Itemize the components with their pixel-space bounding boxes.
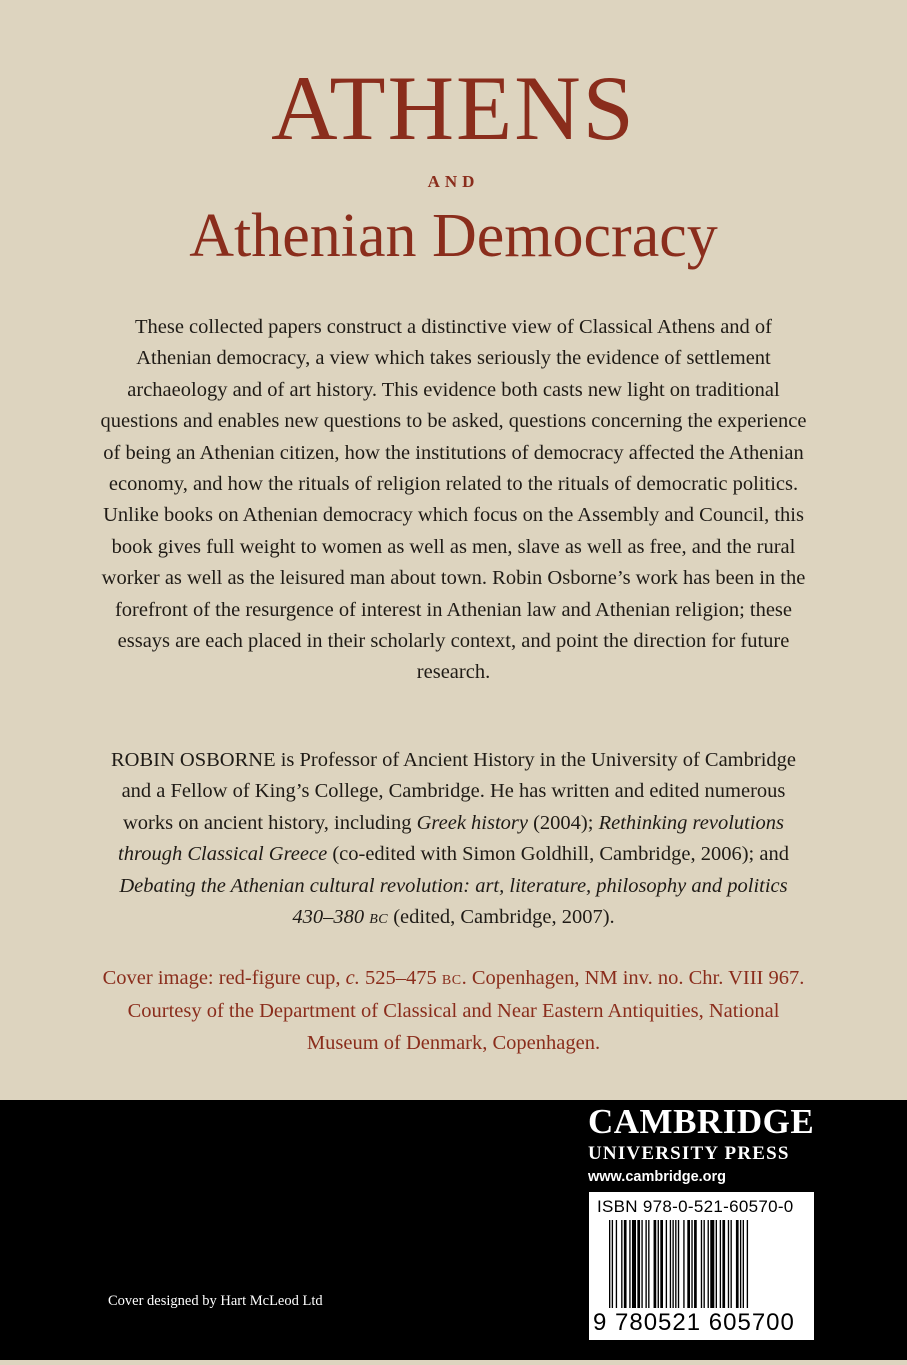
- barcode-digits: 9 780521 605700 >: [593, 1309, 795, 1364]
- credit-rest: . Copenhagen, NM inv. no. Chr. VIII 967. Courtesy of the Department of Classical and Near Eastern Antiquities, National Museum of Denmark, Copenhagen.: [127, 967, 805, 1054]
- title-connector: AND: [427, 172, 480, 191]
- author-intro: ROBIN OSBORNE is Professor of Ancient History in the University of Cambridge and a Fellow of King’s College, Cambridge. He has written and edited numerous works on ancient history, including: [111, 749, 796, 834]
- isbn-barcode: [589, 1192, 814, 1364]
- author-book-1: Greek history: [416, 811, 528, 834]
- author-bio: [100, 745, 807, 935]
- blurb-paragraph: These collected papers construct a distinctive view of Classical Athens and of Athenian democracy, a view which takes seriously the evidence of settlement archaeology and of art history. This evidence both casts new light on traditional questions and enables new questions to be asked, questions concerning the experience of being an Athenian citizen, how the institutions of democracy affected the Athenian economy, and how the rituals of religion related to the rituals of democratic politics. Unlike books on Athenian democracy which focus on the Assembly and Council, this book gives full weight to women as well as men, slave as well as free, and the rural worker as well as the leisured man about town. Robin Osborne’s work has been in the forefront of the resurgence of interest in Athenian law and Athenian religion; these essays are each placed in their scholarly context, and point the direction for future research.: [100, 316, 807, 684]
- publisher-logo: [588, 1104, 828, 1185]
- title-main: ATHENS: [271, 57, 636, 159]
- publisher-name: CAMBRIDGE: [588, 1102, 815, 1141]
- isbn-label: ISBN 978-0-521-60570-0: [597, 1197, 794, 1216]
- author-text-2: (2004);: [527, 811, 599, 834]
- author-text-3: (co-edited with Simon Goldhill, Cambridge, 2006); and: [327, 843, 789, 866]
- credit-era: BC: [441, 973, 462, 988]
- author-book-3: Debating the Athenian cultural revolution: art, literature, philosophy and politics 430–380: [119, 874, 788, 929]
- author-text-4: (edited, Cambridge, 2007).: [388, 906, 615, 929]
- author-book-2: Rethinking revolutions through Classical Greece: [118, 811, 785, 866]
- credit-prefix: Cover image: red-figure cup,: [102, 967, 346, 989]
- credit-dates: 525–475: [359, 967, 442, 989]
- author-era: BC: [369, 912, 389, 928]
- credit-circa: c.: [345, 967, 360, 989]
- publisher-url: www.cambridge.org: [588, 1169, 727, 1185]
- cover-image-credit: [100, 963, 807, 1059]
- title-subtitle: Athenian Democracy: [189, 202, 718, 270]
- publisher-press: UNIVERSITY PRESS: [588, 1143, 790, 1164]
- barcode-icon: [609, 1220, 799, 1308]
- cover-designer: Cover designed by Hart McLeod Ltd: [108, 1293, 323, 1309]
